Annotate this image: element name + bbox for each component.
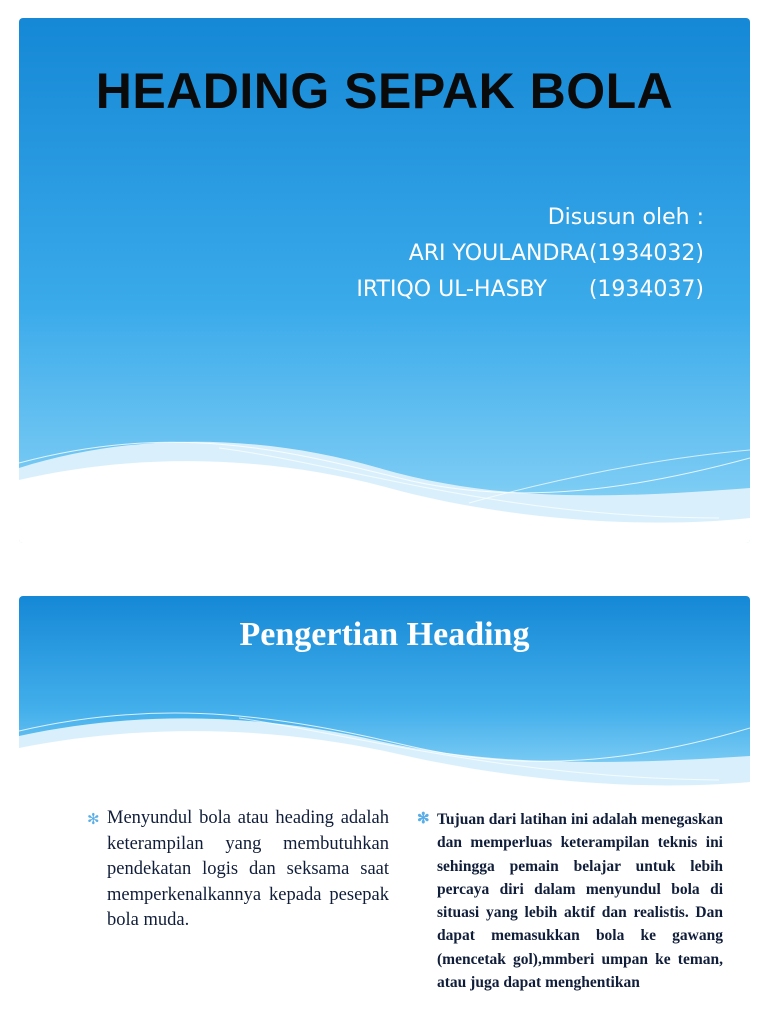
bullet-item [417,808,723,994]
author-2: IRTIQO UL-HASBY (1934037) [356,277,704,302]
bullet-item [87,806,389,934]
asterisk-bullet-icon: ✻ [417,811,430,827]
title-slide [19,18,750,543]
content-slide [19,596,750,1024]
byline-label: Disusun oleh : [547,205,704,230]
slide-title: HEADING SEPAK BOLA [95,63,674,119]
slide-title: Pengertian Heading [239,616,530,653]
author-1: ARI YOULANDRA(1934032) [408,241,704,266]
asterisk-bullet-icon: ✻ [87,812,100,828]
byline [356,200,704,308]
bullet-text: Tujuan dari latihan ini adalah menegaskan dan memperluas keterampilan teknis ini sehingga pemain belajar untuk lebih percaya diri dalam menyundul bola di situasi yang lebih aktif dan realistis. Dan dapat memasukkan bola ke gawang (mencetak gol),mmberi umpan ke teman, atau juga dapat menghentikan [437,811,723,992]
bullet-text: Menyundul bola atau heading adalah keterampilan yang membutuhkan pendekatan logis dan seksama saat memperkenalkannya kepada pesepak bola muda. [107,808,389,930]
